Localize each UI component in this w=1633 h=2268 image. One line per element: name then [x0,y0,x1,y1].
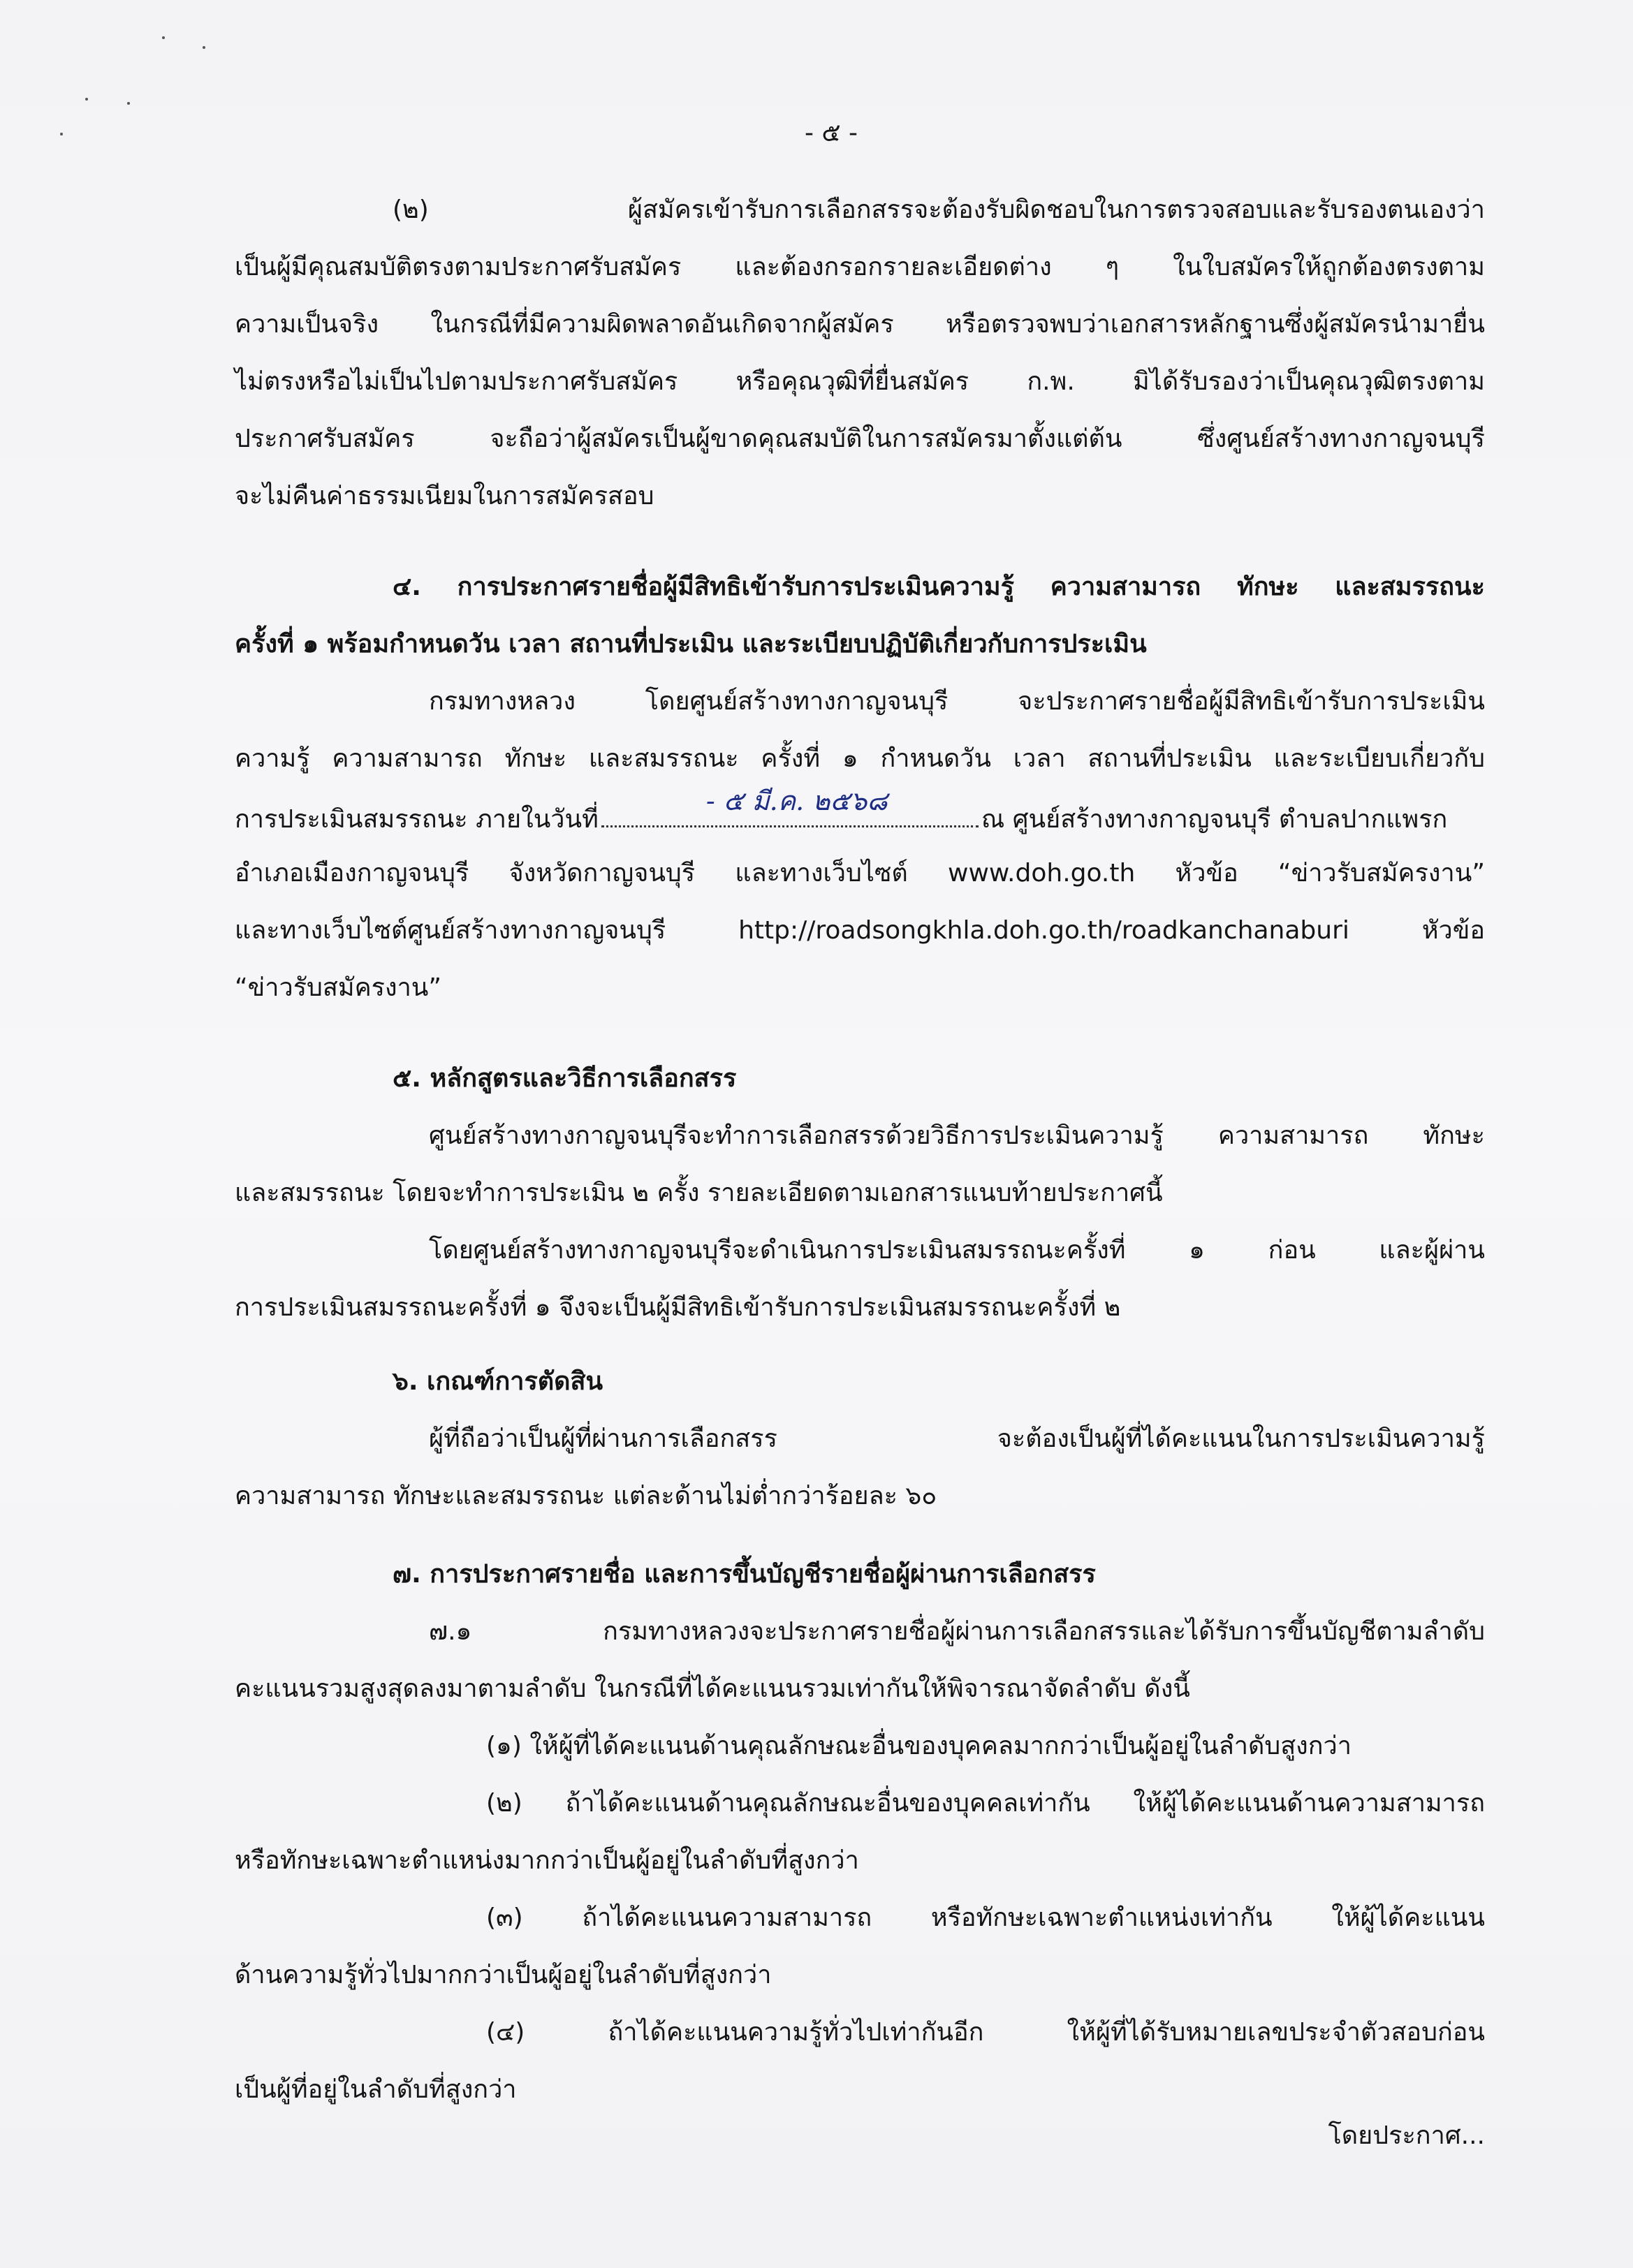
sec5-line-3: โดยศูนย์สร้างทางกาญจนบุรีจะดำเนินการประเมินสมรรถนะครั้งที่ ๑ ก่อน และผู้ผ่าน [429,1236,1485,1265]
sec6-line-2: ความสามารถ ทักษะและสมรรถนะ แต่ละด้านไม่ต่ำกว่าร้อยละ ๖๐ [235,1482,937,1510]
para2-line-1: (๒) ผู้สมัครเข้ารับการเลือกสรรจะต้องรับผิดชอบในการตรวจสอบและรับรองตนเองว่า [393,196,1485,224]
scan-speck [203,46,205,49]
scan-speck [127,102,130,105]
sec5-line-1: ศูนย์สร้างทางกาญจนบุรีจะทำการเลือกสรรด้วยวิธีการประเมินความรู้ ความสามารถ ทักษะ [429,1121,1485,1150]
para2-line-3: ความเป็นจริง ในกรณีที่มีความผิดพลาดอันเกิดจากผู้สมัคร หรือตรวจพบว่าเอกสารหลักฐานซึ่งผู้สมัครนำมายื่น [235,310,1485,339]
sec4-line-3 [235,786,1485,837]
sec7-item-2a: (๒) ถ้าได้คะแนนด้านคุณลักษณะอื่นของบุคคลเท่ากัน ให้ผู้ได้คะแนนด้านความสามารถ [486,1789,1485,1818]
para2-line-4: ไม่ตรงหรือไม่เป็นไปตามประกาศรับสมัคร หรือคุณวุฒิที่ยื่นสมัคร ก.พ. มิได้รับรองว่าเป็นคุณวุฒิตรงตาม [235,367,1485,396]
sec7-item-4b: เป็นผู้ที่อยู่ในลำดับที่สูงกว่า [235,2075,517,2104]
sec7-item-3b: ด้านความรู้ทั่วไปมากกว่าเป็นผู้อยู่ในลำดับที่สูงกว่า [235,1961,772,1989]
sec4-line-3-before: การประเมินสมรรถนะ ภายในวันที่ [235,805,599,834]
sec5-heading: ๕. หลักสูตรและวิธีการเลือกสรร [393,1064,737,1093]
sec4-line-2: ความรู้ ความสามารถ ทักษะ และสมรรถนะ ครั้งที่ ๑ กำหนดวัน เวลา สถานที่ประเมิน และระเบียบเกี่ยวกับ [235,744,1485,773]
sec6-heading: ๖. เกณฑ์การตัดสิน [393,1367,603,1396]
sec7-item-3a: (๓) ถ้าได้คะแนนความสามารถ หรือทักษะเฉพาะตำแหน่งเท่ากัน ให้ผู้ได้คะแนน [486,1904,1485,1932]
sec4-line-6: “ข่าวรับสมัครงาน” [235,973,442,1002]
scan-speck [85,98,88,101]
sec6-line-1: ผู้ที่ถือว่าเป็นผู้ที่ผ่านการเลือกสรร จะต้องเป็นผู้ที่ได้คะแนนในการประเมินความรู้ [429,1424,1485,1453]
para2-line-5: ประกาศรับสมัคร จะถือว่าผู้สมัครเป็นผู้ขาดคุณสมบัติในการสมัครมาตั้งแต่ต้น ซึ่งศูนย์สร้างทางกาญจนบุรี [235,425,1485,453]
sec7-item-2b: หรือทักษะเฉพาะตำแหน่งมากกว่าเป็นผู้อยู่ในลำดับที่สูงกว่า [235,1846,859,1875]
date-fill-line [601,786,979,827]
sec4-line-3-after: ณ ศูนย์สร้างทางกาญจนบุรี ตำบลปากแพรก [981,805,1448,834]
para2-line-6: จะไม่คืนค่าธรรมเนียมในการสมัครสอบ [235,482,654,510]
sec7-heading: ๗. การประกาศรายชื่อ และการขึ้นบัญชีรายชื่อผู้ผ่านการเลือกสรร [393,1560,1096,1589]
sec5-line-4: การประเมินสมรรถนะครั้งที่ ๑ จึงจะเป็นผู้มีสิทธิเข้ารับการประเมินสมรรถนะครั้งที่ ๒ [235,1293,1121,1322]
page-number: - ๕ - [804,119,858,147]
sec4-line-5: และทางเว็บไซต์ศูนย์สร้างทางกาญจนบุรี http://roadsongkhla.doh.go.th/roadkanchanaburi หัวข้อ [235,916,1485,945]
scan-speck [60,133,63,135]
sec4-heading-2: ครั้งที่ ๑ พร้อมกำหนดวัน เวลา สถานที่ประเมิน และระเบียบปฏิบัติเกี่ยวกับการประเมิน [235,630,1147,658]
sec7-line-2: คะแนนรวมสูงสุดลงมาตามลำดับ ในกรณีที่ได้คะแนนรวมเท่ากันให้พิจารณาจัดลำดับ ดังนี้ [235,1674,1190,1703]
continuation-text: โดยประกาศ... [1328,2121,1485,2150]
handwritten-date: - ๕ มี.ค. ๒๕๖๘ [705,786,888,816]
sec7-item-4a: (๔) ถ้าได้คะแนนความรู้ทั่วไปเท่ากันอีก ให้ผู้ที่ได้รับหมายเลขประจำตัวสอบก่อน [486,2018,1485,2047]
scan-speck [162,36,165,39]
sec7-item-1: (๑) ให้ผู้ที่ได้คะแนนด้านคุณลักษณะอื่นของบุคคลมากกว่าเป็นผู้อยู่ในลำดับสูงกว่า [486,1732,1352,1760]
sec7-line-1: ๗.๑ กรมทางหลวงจะประกาศรายชื่อผู้ผ่านการเลือกสรรและได้รับการขึ้นบัญชีตามลำดับ [429,1617,1485,1646]
sec4-line-4: อำเภอเมืองกาญจนบุรี จังหวัดกาญจนบุรี และทางเว็บไซต์ www.doh.go.th หัวข้อ “ข่าวรับสมัครงาน” [235,859,1485,888]
sec4-line-1: กรมทางหลวง โดยศูนย์สร้างทางกาญจนบุรี จะประกาศรายชื่อผู้มีสิทธิเข้ารับการประเมิน [429,687,1485,716]
para2-line-2: เป็นผู้มีคุณสมบัติตรงตามประกาศรับสมัคร และต้องกรอกรายละเอียดต่าง ๆ ในใบสมัครให้ถูกต้องตรงตาม [235,253,1485,281]
sec5-line-2: และสมรรถนะ โดยจะทำการประเมิน ๒ ครั้ง รายละเอียดตามเอกสารแนบท้ายประกาศนี้ [235,1179,1163,1207]
sec4-heading-1: ๔. การประกาศรายชื่อผู้มีสิทธิเข้ารับการประเมินความรู้ ความสามารถ ทักษะ และสมรรถนะ [393,573,1485,601]
